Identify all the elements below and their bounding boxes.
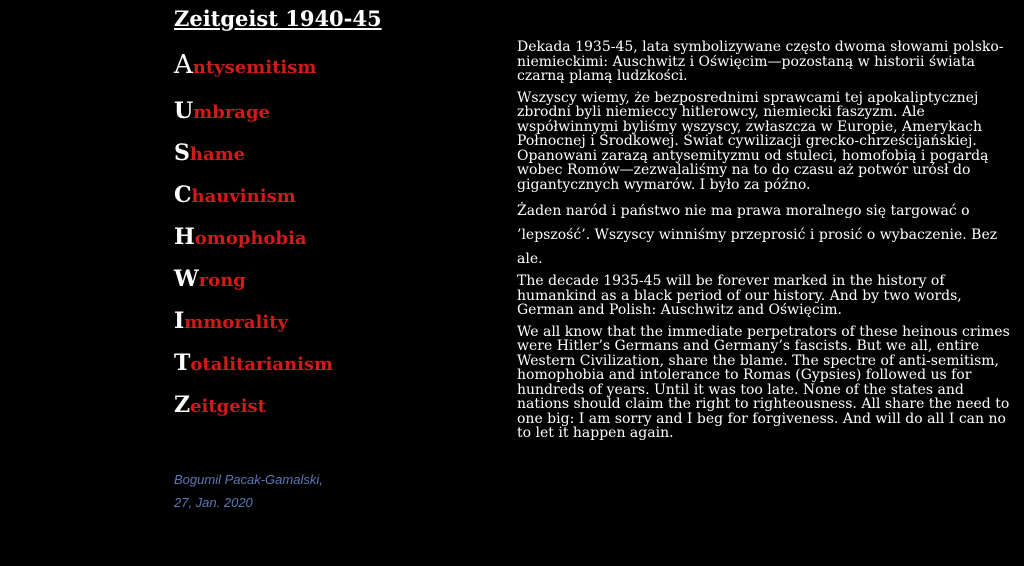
acrostic-word: mmorality <box>184 312 288 333</box>
acrostic-initial: U <box>174 98 194 124</box>
acrostic-initial: A <box>174 50 193 80</box>
acrostic-item <box>174 350 333 392</box>
acrostic-word: hauvinism <box>191 186 296 207</box>
acrostic-word: mbrage <box>193 102 271 123</box>
acrostic-initial: Z <box>174 392 191 418</box>
acrostic-word: omophobia <box>194 228 307 249</box>
acrostic-item <box>174 308 333 350</box>
paragraph-english-2: We all know that the immediate perpetrators of these heinous crimes were Hitler’s Germans and Germany’s fascists. But we all, entire Western Civilization, share the blame. The spectre of anti-semitism, homophobia and intolerance to Romas (Gypsies) followed us for hundreds of years. Until it was too late. None of the states and nations should claim the right to righteousness. All share the need to one big: I am sorry and I beg for forgiveness. And will do all I can no to let it happen again. <box>517 323 1010 441</box>
acrostic-item <box>174 140 333 182</box>
author-signature <box>174 468 323 514</box>
acrostic-initial: W <box>174 266 199 292</box>
acrostic-word: rong <box>198 270 246 291</box>
acrostic-word: otalitarianism <box>190 354 334 375</box>
paragraph-polish-1: Dekada 1935-45, lata symbolizywane często dwoma słowami polsko-niemieckimi: Auschwitz i Oświęcim—pozostaną w historii świata czarną plamą ludzkości. <box>517 39 1004 84</box>
acrostic-list <box>174 46 333 434</box>
acrostic-initial: C <box>174 182 192 208</box>
author-date: 27, Jan. 2020 <box>174 495 253 510</box>
acrostic-initial: H <box>174 224 195 250</box>
paragraph-polish-2: Wszyscy wiemy, że bezposrednimi sprawcami tej apokaliptycznej zbrodni byli niemieccy hitlerowcy, niemiecki faszyzm. Ale współwinnymi byliśmy wszyscy, zwłaszcza w Europie, Amerykach Połnocnej i Środkowej. Świat cywilizacji grecko-chrześcijańskiej. Opanowani zarazą antysemityzmu od stuleci, homofobią i pogardą wobec Romów—zezwalaliśmy na to do czasu aż potwór urósł do gigantycznych wymarów. I było za późno. <box>517 89 989 193</box>
acrostic-word: eitgeist <box>190 396 266 417</box>
acrostic-item <box>174 98 333 140</box>
acrostic-item <box>174 266 333 308</box>
acrostic-item <box>174 224 333 266</box>
acrostic-item <box>174 46 333 98</box>
page-title: Zeitgeist 1940-45 <box>174 6 382 31</box>
author-name: Bogumil Pacak-Gamalski, <box>174 472 323 487</box>
acrostic-item <box>174 182 333 224</box>
body-text <box>517 40 1020 448</box>
acrostic-word: hame <box>189 144 246 165</box>
acrostic-initial: I <box>174 308 185 334</box>
acrostic-item <box>174 392 333 434</box>
acrostic-word: ntysemitism <box>192 57 317 78</box>
acrostic-initial: S <box>174 140 190 166</box>
paragraph-polish-3: Żaden naród i państwo nie ma prawa moralnego się targować o ’lepszość’. Wszyscy winniśmy przeprosić i prosić o wybaczenie. Bez ale. <box>517 203 998 267</box>
paragraph-english-1: The decade 1935-45 will be forever marked in the history of humankind as a black period of our history. And by two words, German and Polish: Auschwitz and Oświęcim. <box>517 273 962 318</box>
acrostic-initial: T <box>174 350 191 376</box>
